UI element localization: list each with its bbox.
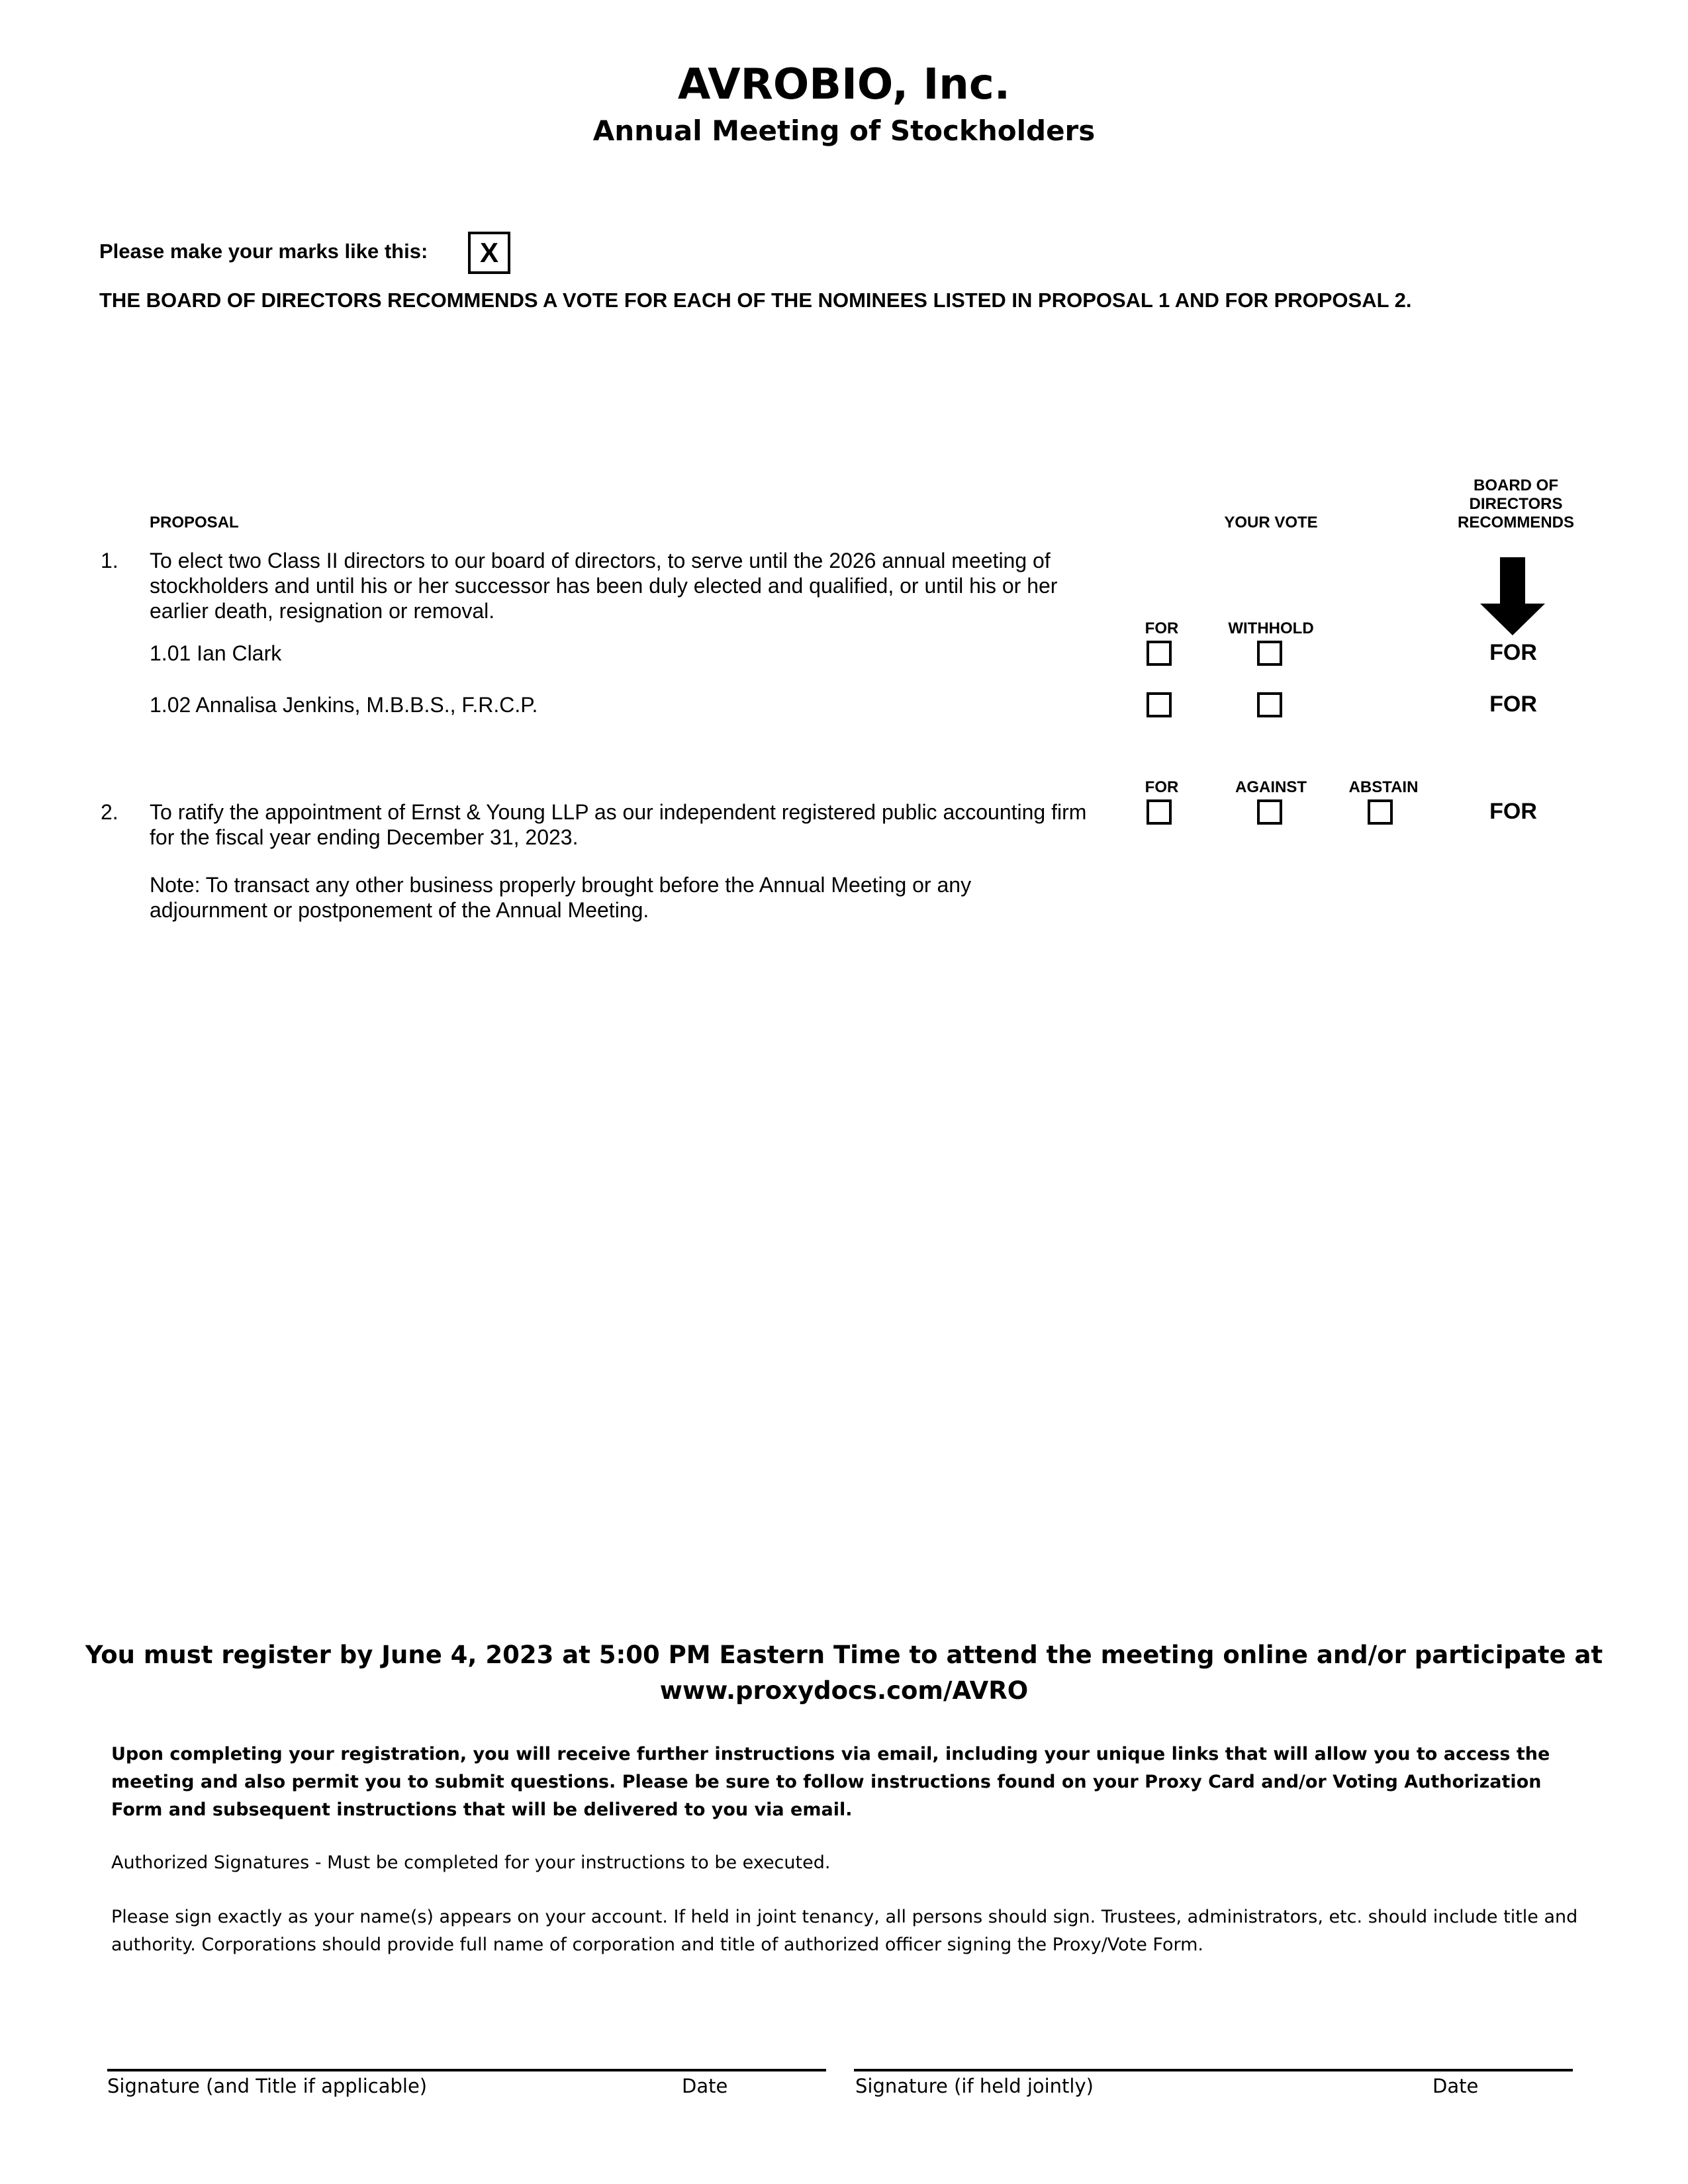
nominee-1-recommendation: FOR xyxy=(1489,640,1537,665)
nominee-2-recommendation: FOR xyxy=(1489,692,1537,717)
nominee-1-for-checkbox[interactable] xyxy=(1147,641,1172,666)
sign-instructions: Please sign exactly as your name(s) appears on your account. If held in joint tenancy, all persons should sign. Trustees, administrators, etc. should include title and authority. Corporations should provide full name of corporation and title of authorized officer signing the Proxy/Vote Form. xyxy=(111,1907,1578,1955)
nominee-2-label: 1.02 Annalisa Jenkins, M.B.B.S., F.R.C.P. xyxy=(150,693,538,717)
date-2-label: Date xyxy=(1432,2075,1479,2097)
proposal-2-for-checkbox[interactable] xyxy=(1147,799,1172,825)
p2-vote-option-against-header: AGAINST xyxy=(1235,778,1307,796)
proposal-2-abstain-checkbox[interactable] xyxy=(1368,799,1393,825)
signature-2-label: Signature (if held jointly) xyxy=(855,2075,1094,2097)
board-recommendation: THE BOARD OF DIRECTORS RECOMMENDS A VOTE FOR EACH OF THE NOMINEES LISTED IN PROPOSAL 1 AND FOR PROPOSAL 2. xyxy=(99,289,1412,312)
board-recommends-header: BOARD OF DIRECTORS RECOMMENDS xyxy=(1457,477,1574,531)
proposal-column-header: PROPOSAL xyxy=(150,514,239,531)
proposal-2-against-checkbox[interactable] xyxy=(1257,799,1282,825)
vote-option-for-header: FOR xyxy=(1145,619,1179,637)
meeting-subtitle: Annual Meeting of Stockholders xyxy=(592,114,1096,147)
registration-url[interactable]: www.proxydocs.com/AVRO xyxy=(659,1676,1029,1705)
authorized-signatures-note: Authorized Signatures - Must be completed for your instructions to be executed. xyxy=(111,1852,831,1873)
p2-vote-option-abstain-header: ABSTAIN xyxy=(1348,778,1419,796)
nominee-2-withhold-checkbox[interactable] xyxy=(1257,692,1282,717)
proposal-1-text: To elect two Class II directors to our board of directors, to serve until the 2026 annual meeting of stockholders and until his or her successor has been duly elected and qualified, or until his or her earlier death, resignation or removal. xyxy=(150,549,1058,623)
registration-details: Upon completing your registration, you will receive further instructions via email, including your unique links that will allow you to access the meeting and also permit you to submit questions. Please be sure to follow instructions found on your Proxy Card and/or Voting Authorization Form and subsequent instructions that will be delivered to you via email. xyxy=(111,1744,1550,1820)
registration-deadline: You must register by June 4, 2023 at 5:00 PM Eastern Time to attend the meeting online and/or participate at xyxy=(85,1641,1603,1669)
proposal-2-text: To ratify the appointment of Ernst & Young LLP as our independent registered public accounting firm for the fiscal year ending December 31, 2023. xyxy=(150,800,1087,849)
proposal-2-recommendation: FOR xyxy=(1489,799,1537,824)
p2-vote-option-for-header: FOR xyxy=(1145,778,1179,796)
date-1-label: Date xyxy=(682,2075,728,2097)
signature-line-2[interactable] xyxy=(854,2069,1573,2071)
signature-1-label: Signature (and Title if applicable) xyxy=(107,2075,428,2097)
nominee-2-for-checkbox[interactable] xyxy=(1147,692,1172,717)
proposal-2-number: 2. xyxy=(101,800,118,824)
company-title: AVROBIO, Inc. xyxy=(677,60,1011,109)
proposal-note: Note: To transact any other business properly brought before the Annual Meeting or any adjournment or postponement of the Annual Meeting. xyxy=(150,873,972,922)
marks-instruction: Please make your marks like this: xyxy=(99,240,428,263)
proposal-1-number: 1. xyxy=(101,549,118,572)
nominee-1-label: 1.01 Ian Clark xyxy=(150,641,282,665)
your-vote-header: YOUR VOTE xyxy=(1224,514,1318,531)
signature-line-1[interactable] xyxy=(107,2069,826,2071)
mark-example-box: X xyxy=(468,232,510,274)
arrow-down-icon xyxy=(1476,557,1549,638)
vote-option-withhold-header: WITHHOLD xyxy=(1228,619,1314,637)
nominee-1-withhold-checkbox[interactable] xyxy=(1257,641,1282,666)
